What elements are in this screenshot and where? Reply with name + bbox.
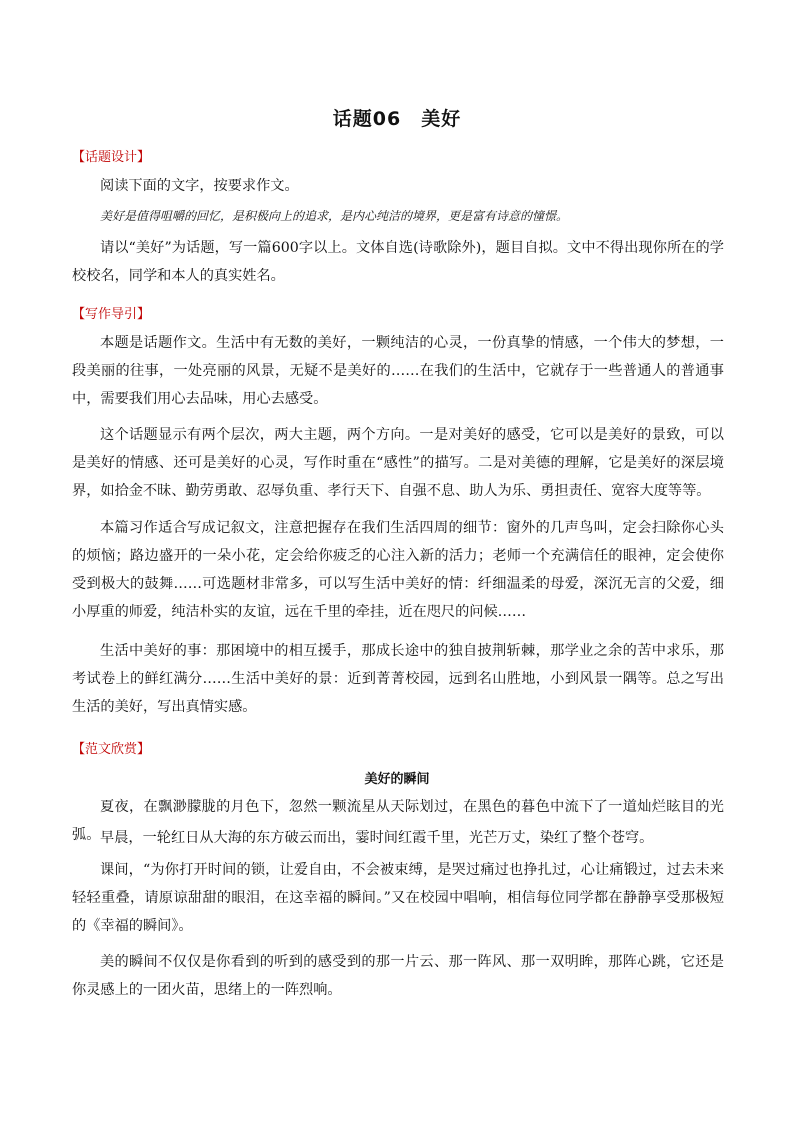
section-label-design: 【话题设计】 [72, 150, 151, 165]
essay-paragraph-2: 早晨，一轮红日从大海的东方破云而出，霎时间红霞千里，光芒万丈，染红了整个苍穹。 [100, 830, 654, 846]
page-title: 话题06 美好 [332, 108, 462, 130]
section-label-sample: 【范文欣赏】 [72, 742, 151, 757]
guide-paragraph-3: 本篇习作适合写成记叙文，注意把握存在我们生活四周的细节：窗外的几声鸟叫，定会扫除你心头的烦恼；路边盛开的一朵小花，定会给你疲乏的心注入新的活力；老师一个充满信任的眼神，定会使你受到极大的鼓舞……可选题材非常多，可以写生活中美好的情：纤细温柔的母爱，深沉无言的父爱，细小厚重的师爱，纯洁朴实的友谊，远在千里的牵挂，近在咫尺的问候…… [72, 520, 724, 620]
guide-paragraph-4: 生活中美好的事：那困境中的相互援手，那成长途中的独自披荆斩棘，那学业之余的苦中求乐，那考试卷上的鲜红满分……生活中美好的景：近到菁菁校园，远到名山胜地，小到风景一隅等。总之写出生活的美好，写出真情实感。 [72, 643, 724, 715]
design-quote: 美好是值得咀嚼的回忆，是积极向上的追求，是内心纯洁的境界，更是富有诗意的憧憬。 [100, 209, 569, 223]
section-label-guide: 【写作导引】 [72, 307, 151, 322]
essay-paragraph-1: 夏夜，在飘渺朦胧的月色下，忽然一颗流星从天际划过，在黑色的暮色中流下了一道灿烂眩目的光弧。 [72, 799, 724, 843]
design-requirement: 请以“美好”为话题，写一篇600字以上。文体自选(诗歌除外)，题目自拟。文中不得出现你所在的学校校名，同学和本人的真实姓名。 [72, 240, 724, 284]
essay-paragraph-3: 课间，“为你打开时间的锁，让爱自由，不会被束缚，是哭过痛过也挣扎过，心让痛锻过，过去未来轻轻重叠，请原谅甜甜的眼泪，在这幸福的瞬间。”又在校园中唱响，相信每位同学都在静静享受那极短的《幸福的瞬间》。 [72, 862, 724, 934]
guide-paragraph-1: 本题是话题作文。生活中有无数的美好，一颗纯洁的心灵，一份真挚的情感，一个伟大的梦想，一段美丽的往事，一处亮丽的风景，无疑不是美好的……在我们的生活中，它就存于一些普通人的普通事中，需要我们用心去品味，用心去感受。 [72, 335, 724, 407]
design-intro: 阅读下面的文字，按要求作文。 [100, 178, 299, 194]
guide-paragraph-2: 这个话题显示有两个层次，两大主题，两个方向。一是对美好的感受，它可以是美好的景致，可以是美好的情感、还可是美好的心灵，写作时重在“感性”的描写。二是对美德的理解，它是美好的深层境界，如拾金不昧、勤劳勇敢、忍辱负重、孝行天下、自强不息、助人为乐、勇担责任、宽容大度等等。 [72, 427, 724, 499]
essay-paragraph-4: 美的瞬间不仅仅是你看到的听到的感受到的那一片云、那一阵风、那一双明眸，那阵心跳，它还是你灵感上的一团火苗，思绪上的一阵烈响。 [72, 954, 724, 998]
essay-title: 美好的瞬间 [364, 772, 430, 787]
